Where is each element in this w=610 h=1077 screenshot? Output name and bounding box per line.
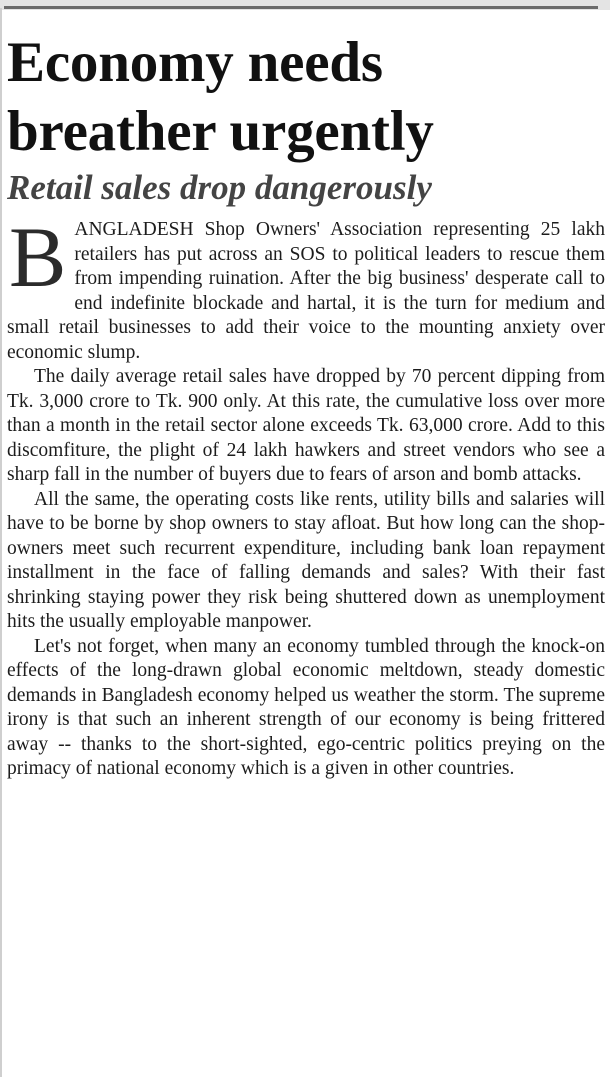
drop-cap: B (9, 209, 67, 305)
paragraph-1 (7, 209, 605, 365)
headline (7, 28, 605, 166)
headline-line-1: Economy needs (7, 31, 383, 94)
headline-line-2: breather urgently (7, 100, 434, 163)
editorial-article (7, 28, 605, 782)
paragraph-4: Let's not forget, when many an economy tumbled through the knock-on effects of the long-drawn global economic meltdown, steady domestic demands in Bangladesh economy helped us weather the storm. The supreme irony is that such an inherent strength of our economy is being frittered away -- thanks to the short-sighted, ego-centric politics preying on the primacy of national economy which is a given in other countries. (7, 635, 605, 779)
paragraph-3: All the same, the operating costs like rents, utility bills and salaries will have to be borne by shop owners to stay afloat. But how long can the shop-owners meet such recurrent expenditure, including bank loan repayment installment in the face of falling demands and sales? With their fast shrinking staying power they risk being shuttered down as unemployment hits the usually employable manpower. (7, 488, 605, 632)
top-rule (4, 6, 598, 9)
paragraph-1-text: ANGLADESH Shop Owners' Association representing 25 lakh retailers has put across an SOS to political leaders to rescue them from impending ruination. After the big business' desperate call to end indefinite blockade and hartal, it is the turn for medium and small retail businesses to add their voice to the mounting anxiety over economic slump. (7, 219, 605, 363)
paragraph-2: The daily average retail sales have dropped by 70 percent dipping from Tk. 3,000 crore to Tk. 900 only. At this rate, the cumulative loss over more than a month in the retail sector alone exceeds Tk. 63,000 crore. Add to this discomfiture, the plight of 24 lakh hawkers and street vendors who see a sharp fall in the number of buyers due to fears of arson and bomb attacks. (7, 366, 605, 485)
left-border (0, 8, 2, 1077)
subheadline: Retail sales drop dangerously (7, 168, 432, 207)
article-body (7, 209, 605, 782)
